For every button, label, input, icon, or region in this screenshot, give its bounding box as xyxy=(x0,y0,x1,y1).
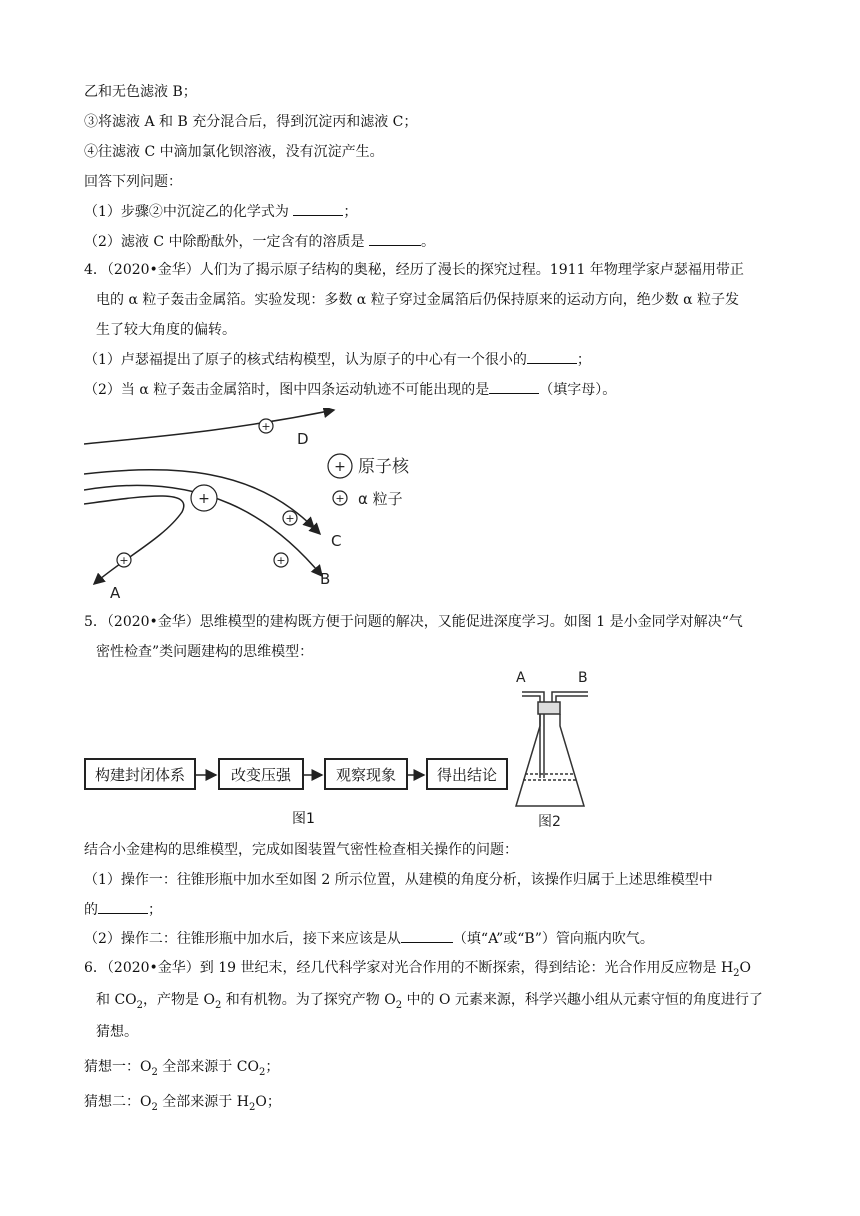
guess-1 xyxy=(84,1057,279,1083)
text-line xyxy=(84,82,197,102)
text-line xyxy=(84,928,654,949)
flow-step-label: 观察现象 xyxy=(335,765,396,784)
text-line xyxy=(84,379,616,400)
legend-alpha: α 粒子 xyxy=(358,490,403,508)
text: （1）操作一：往锥形瓶中加水至如图 2 所示位置，从建模的角度分析，该操作归属于上述思维模型中 xyxy=(84,872,713,888)
text: 电的 α 粒子轰击金属箔。实验发现：多数 α 粒子穿过金属箔后仍保持原来的运动方向，绝少数 α 粒子发 xyxy=(96,292,740,308)
text-line xyxy=(84,142,384,162)
label-c: C xyxy=(331,532,342,550)
plus-sign: + xyxy=(261,420,271,433)
text: ； xyxy=(343,204,358,220)
text-line xyxy=(84,840,518,860)
legend-nucleus: 原子核 xyxy=(358,457,409,477)
label-a: A xyxy=(110,584,121,602)
stopper xyxy=(538,702,560,714)
text: 猜想二：O xyxy=(84,1094,152,1110)
text-line xyxy=(96,320,236,340)
label-b: B xyxy=(320,570,331,588)
subscript: 2 xyxy=(136,999,144,1011)
text: 4．（2020•金华）人们为了揭示原子结构的奥秘，经历了漫长的探究过程。1911 年物理学家卢瑟福用带正 xyxy=(84,262,744,278)
fig2-caption: 图2 xyxy=(538,814,561,830)
text: 的 xyxy=(84,902,98,918)
answer-blank xyxy=(293,201,343,216)
plus-sign: + xyxy=(335,492,345,505)
text: 和 CO xyxy=(96,992,137,1008)
subscript: 2 xyxy=(214,999,222,1011)
text-line xyxy=(84,112,417,132)
text: 回答下列问题： xyxy=(84,174,182,190)
alpha-scattering-figure xyxy=(84,408,464,604)
text: （填字母）。 xyxy=(539,382,617,398)
answer-blank xyxy=(369,231,421,246)
answer-blank xyxy=(489,379,539,394)
text: 5．（2020•金华）思维模型的建构既方便于问题的解决，又能促进深度学习。如图 1 是小金同学对解决“气 xyxy=(84,614,743,630)
subscript: 2 xyxy=(395,999,403,1011)
text-line xyxy=(84,201,357,222)
flow-step-label: 构建封闭体系 xyxy=(94,765,185,784)
text: 6．（2020•金华）到 19 世纪末，经几代科学家对光合作用的不断探索，得到结论：光合作用反应物是 H xyxy=(84,960,734,976)
tube-label-b: B xyxy=(578,670,588,686)
subscript: 2 xyxy=(258,1066,266,1078)
answer-blank xyxy=(401,928,453,943)
text: ； xyxy=(148,902,162,918)
flow-step-4 xyxy=(426,758,508,790)
subscript: 2 xyxy=(248,1101,256,1113)
text: O； xyxy=(255,1094,281,1110)
flow-step-label: 得出结论 xyxy=(436,765,497,784)
text: （1）卢瑟福提出了原子的核式结构模型，认为原子的中心有一个很小的 xyxy=(84,352,527,368)
plus-sign: + xyxy=(285,512,295,525)
plus-sign: + xyxy=(276,554,286,567)
text: 乙和无色滤液 B； xyxy=(84,84,197,100)
text-line xyxy=(96,990,763,1016)
text: （2）操作二：往锥形瓶中加水后，接下来应该是从 xyxy=(84,931,401,947)
text: ，产物是 O xyxy=(143,992,215,1008)
flask-figure xyxy=(508,666,628,830)
text: ； xyxy=(576,352,591,368)
question-5 xyxy=(84,612,743,632)
flow-step-1 xyxy=(84,758,196,790)
tube-label-a: A xyxy=(516,670,526,686)
trajectory-a xyxy=(84,496,184,584)
text: 全部来源于 H xyxy=(157,1094,249,1110)
text: （1）步骤②中沉淀乙的化学式为 xyxy=(84,204,294,220)
text: 。 xyxy=(420,234,435,250)
text: 密性检查”类问题建构的思维模型： xyxy=(96,644,314,660)
plus-sign: + xyxy=(198,491,210,507)
flow-step-label: 改变压强 xyxy=(230,765,291,784)
flow-arrows xyxy=(190,760,430,790)
plus-sign: + xyxy=(334,459,346,475)
answer-blank xyxy=(98,899,148,914)
answer-blank xyxy=(527,349,577,364)
text: 和有机物。为了探究产物 O xyxy=(221,992,396,1008)
text-line xyxy=(84,172,182,192)
text: ； xyxy=(265,1059,280,1075)
subscript: 2 xyxy=(151,1066,158,1078)
text-line xyxy=(84,899,162,920)
text: （填“A”或“B”）管向瓶内吹气。 xyxy=(452,931,654,947)
flask-body xyxy=(516,714,584,806)
label-d: D xyxy=(297,430,309,448)
text: 全部来源于 CO xyxy=(157,1059,259,1075)
subscript: 2 xyxy=(733,967,740,979)
text: ④往滤液 C 中滴加氯化钡溶液，没有沉淀产生。 xyxy=(84,144,384,160)
text-line xyxy=(84,870,713,890)
text: O xyxy=(739,960,752,976)
text-line xyxy=(96,290,739,310)
text-line xyxy=(84,349,591,370)
question-6 xyxy=(84,958,751,984)
text: （2）滤液 C 中除酚酞外，一定含有的溶质是 xyxy=(84,234,369,250)
text: 猜想。 xyxy=(96,1024,138,1040)
text: 生了较大角度的偏转。 xyxy=(96,322,236,338)
subscript: 2 xyxy=(151,1101,158,1113)
question-4 xyxy=(84,260,744,280)
plus-sign: + xyxy=(119,554,129,567)
text-line xyxy=(84,231,435,252)
text-line xyxy=(96,642,313,662)
text: 结合小金建构的思维模型，完成如图装置气密性检查相关操作的问题： xyxy=(84,842,518,858)
text-line xyxy=(96,1022,138,1042)
text: ③将滤液 A 和 B 充分混合后，得到沉淀丙和滤液 C； xyxy=(84,114,418,130)
guess-2 xyxy=(84,1092,281,1118)
text: 猜想一：O xyxy=(84,1059,152,1075)
fig1-caption: 图1 xyxy=(292,811,315,827)
text: 中的 O 元素来源，科学兴趣小组从元素守恒的角度进行了 xyxy=(402,992,763,1008)
text: （2）当 α 粒子轰击金属箔时，图中四条运动轨迹不可能出现的是 xyxy=(84,382,490,398)
